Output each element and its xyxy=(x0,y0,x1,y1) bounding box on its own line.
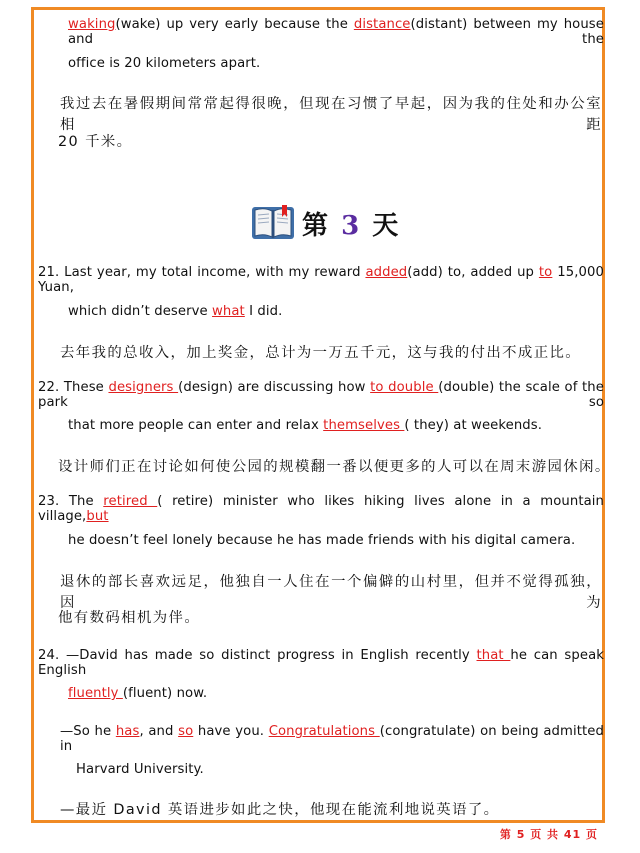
answer-blank: waking xyxy=(68,17,116,32)
answer-blank: has xyxy=(115,724,140,739)
question-24-line: —So he has, and so have you. Congratulations (congratulate) on being admitted in xyxy=(60,724,604,754)
day-heading xyxy=(250,200,400,246)
sentence-line: office is 20 kilometers apart. xyxy=(68,56,261,71)
answer-blank: retired xyxy=(103,494,158,509)
chinese-translation: 退休的部长喜欢远足，他独自一人住在一个偏僻的山村里，但并不觉得孤独，因为 xyxy=(60,574,602,611)
answer-blank: distance xyxy=(353,17,411,32)
answer-blank: themselves xyxy=(323,418,405,433)
chinese-translation: 去年我的总收入，加上奖金，总计为一万五千元，这与我的付出不成正比。 xyxy=(60,345,582,361)
question-23-line: 23. The retired ( retire) minister who likes hiking lives alone in a mountain village,but xyxy=(38,494,604,524)
chinese-translation: 他有数码相机为伴。 xyxy=(58,610,201,626)
page-number: 第 5 页 共 41 页 xyxy=(499,828,598,841)
answer-blank: fluently xyxy=(68,686,123,701)
question-24-line: fluently (fluent) now. xyxy=(68,686,208,701)
answer-blank: Congratulations xyxy=(268,724,380,739)
answer-blank: to double xyxy=(370,380,439,395)
sentence-line xyxy=(68,17,604,47)
sentence-text: (wake) up very early because the xyxy=(115,17,354,32)
answer-blank: designers xyxy=(108,380,179,395)
answer-blank: to xyxy=(538,265,553,280)
answer-blank: what xyxy=(212,304,245,319)
question-24-line: Harvard University. xyxy=(76,762,204,777)
question-23-line: he doesn’t feel lonely because he has made friends with his digital camera. xyxy=(68,533,576,548)
chinese-translation: 设计师们正在讨论如何使公园的规模翻一番以便更多的人可以在周末游园休闲。 xyxy=(58,459,611,475)
question-21-line: which didn’t deserve what I did. xyxy=(68,304,283,319)
chinese-translation: —最近 David 英语进步如此之快，他现在能流利地说英语了。 xyxy=(60,802,500,818)
answer-blank: added xyxy=(365,265,408,280)
sentence-text: (distant) between my house and the xyxy=(68,17,604,47)
open-book-icon xyxy=(250,203,296,243)
chinese-translation: 我过去在暑假期间常常起得很晚，但现在习惯了早起，因为我的住处和办公室相距 xyxy=(60,96,602,133)
question-22-line: 22. These designers (design) are discussing how to double (double) the scale of the park so xyxy=(38,380,604,410)
question-24-line: 24. —David has made so distinct progress in English recently that he can speak English xyxy=(38,648,604,678)
chinese-translation: 20 千米。 xyxy=(58,134,133,150)
answer-blank: so xyxy=(178,724,194,739)
question-22-line: that more people can enter and relax themselves ( they) at weekends. xyxy=(68,418,543,433)
question-21-line: 21. Last year, my total income, with my reward added(add) to, added up to 15,000 Yuan, xyxy=(38,265,604,295)
day-title: 第 3 天 xyxy=(302,210,401,241)
answer-blank: that xyxy=(476,648,511,663)
answer-blank: but xyxy=(86,509,109,524)
